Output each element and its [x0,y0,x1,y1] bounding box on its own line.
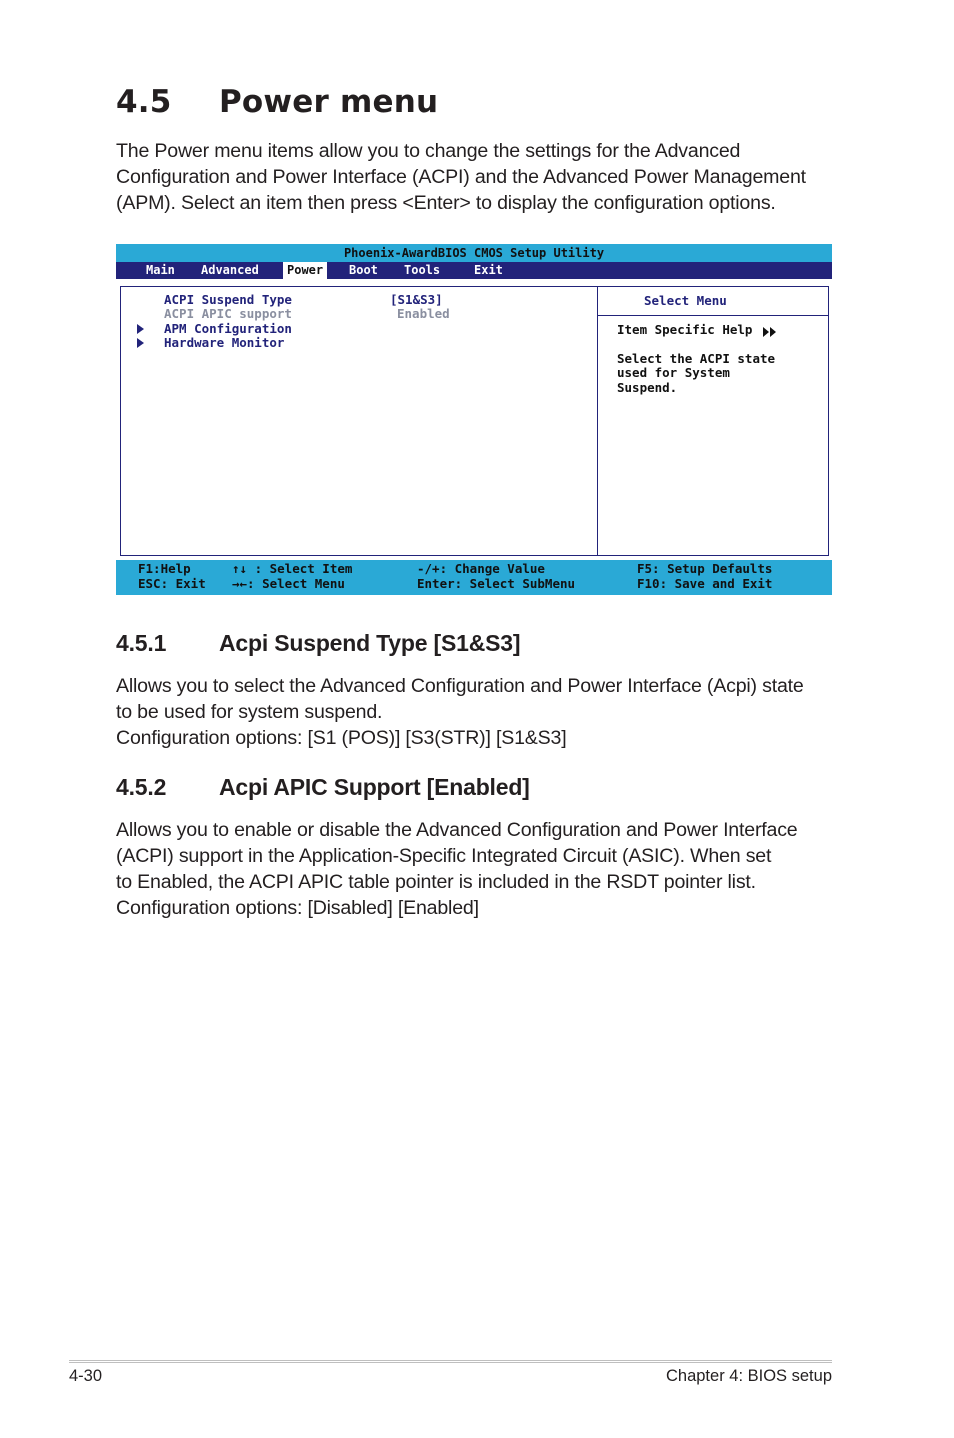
body-line: to Enabled, the ACPI APIC table pointer is included in the RSDT pointer list. [116,871,756,893]
subsection-number: 4.5.1 [116,630,167,656]
key-select-submenu: Enter: Select SubMenu [417,576,576,591]
key-select-menu: →←: Select Menu [232,576,345,591]
help-text-line: used for System [617,365,730,380]
setting-acpi-suspend-type[interactable]: ACPI Suspend Type [164,292,292,307]
submenu-arrow-icon [137,324,144,334]
setting-acpi-apic-support: ACPI APIC support [164,306,292,321]
page-number: 4-30 [69,1367,103,1385]
subsection-title: Acpi APIC Support [Enabled] [219,774,530,800]
body-line: Configuration options: [S1 (POS)] [S3(STR)] [S1&S3] [116,727,567,749]
section-number: 4.5 [116,84,172,120]
section-title: Power menu [219,84,439,120]
subsection-body [116,673,804,751]
bios-settings-panel [120,286,598,556]
key-change-value: -/+: Change Value [417,561,545,576]
subsection-number: 4.5.2 [116,774,167,800]
key-exit: ESC: Exit [138,576,206,591]
double-chevron-right-icon [763,325,777,340]
section-heading [116,84,438,120]
subsection-body [116,817,798,921]
chapter-label: Chapter 4: BIOS setup [665,1367,832,1385]
help-panel-title: Select Menu [644,293,727,308]
bios-tab-exit[interactable]: Exit [474,263,503,277]
subsection-heading [116,774,530,801]
bios-title-bar: Phoenix-AwardBIOS CMOS Setup Utility [116,244,832,262]
subsection-heading [116,630,520,657]
bios-tab-tools[interactable]: Tools [404,263,441,277]
setting-acpi-suspend-type-value[interactable]: [S1&S3] [390,292,443,307]
footer-rule [69,1362,832,1363]
body-line: to be used for system suspend. [116,701,383,723]
submenu-apm-configuration[interactable]: APM Configuration [164,321,292,336]
bios-tab-power[interactable]: Power [283,262,327,279]
bios-tab-main[interactable]: Main [146,263,175,277]
submenu-hardware-monitor[interactable]: Hardware Monitor [164,335,285,350]
subsection-title: Acpi Suspend Type [S1&S3] [219,630,521,656]
help-divider [598,315,828,316]
setting-acpi-apic-support-value: Enabled [397,306,450,321]
key-help: F1:Help [138,561,191,576]
submenu-arrow-icon [137,338,144,348]
bios-menu-bar [116,262,832,279]
help-text-line: Suspend. [617,380,678,395]
bios-screenshot [116,244,832,595]
help-heading: Item Specific Help [617,322,753,337]
key-save-exit: F10: Save and Exit [637,576,773,591]
footer-rule [69,1360,832,1361]
body-line: (ACPI) support in the Application-Specific Integrated Circuit (ASIC). When set [116,845,772,867]
intro-line: Configuration and Power Interface (ACPI) and the Advanced Power Management [116,166,806,188]
bios-tab-boot[interactable]: Boot [349,263,378,277]
intro-paragraph [116,138,806,216]
key-setup-defaults: F5: Setup Defaults [637,561,773,576]
body-line: Allows you to select the Advanced Configuration and Power Interface (Acpi) state [116,675,804,697]
intro-line: (APM). Select an item then press <Enter> to display the configuration options. [116,192,776,214]
body-line: Configuration options: [Disabled] [Enabled] [116,897,479,919]
help-text-line: Select the ACPI state [617,351,776,366]
intro-line: The Power menu items allow you to change the settings for the Advanced [116,140,741,162]
bios-key-legend [116,560,832,595]
bios-help-panel [597,286,829,556]
body-line: Allows you to enable or disable the Advanced Configuration and Power Interface [116,819,798,841]
key-select-item: ↑↓ : Select Item [232,561,353,576]
bios-tab-advanced[interactable]: Advanced [201,263,259,277]
